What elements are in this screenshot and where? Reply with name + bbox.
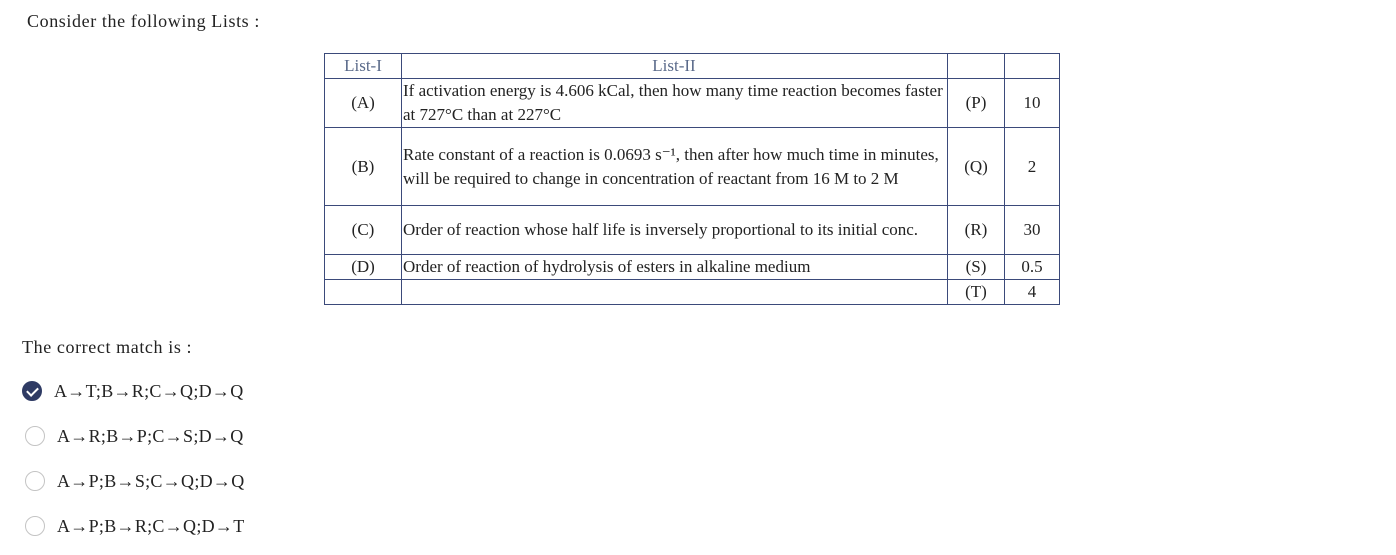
option-2[interactable] [22,422,244,450]
header-list-1: List-I [325,54,402,79]
table-row [325,206,1060,255]
list1-statement [402,280,948,305]
list2-value: 10 [1005,79,1060,128]
list2-label: (T) [948,280,1005,305]
list2-value: 0.5 [1005,255,1060,280]
list1-label [325,280,402,305]
question-text: Consider the following Lists : [27,11,260,31]
list2-label: (R) [948,206,1005,255]
table-row [325,79,1060,128]
list2-label: (S) [948,255,1005,280]
list2-value: 2 [1005,128,1060,206]
list1-statement: Order of reaction whose half life is inversely proportional to its initial conc. [402,206,948,255]
radio-circle-icon[interactable] [25,516,45,536]
list2-value: 30 [1005,206,1060,255]
header-list-2: List-II [402,54,948,79]
list2-label: (P) [948,79,1005,128]
option-4[interactable] [22,512,245,540]
list1-label: (D) [325,255,402,280]
header-blank-2 [1005,54,1060,79]
list1-label: (B) [325,128,402,206]
list1-statement: Order of reaction of hydrolysis of esters in alkaline medium [402,255,948,280]
radio-circle-icon[interactable] [25,426,45,446]
option-label: A→R;B→P;C→S;D→Q [57,425,244,446]
prompt-text: The correct match is : [22,337,193,357]
table-header-row [325,54,1060,79]
list1-label: (A) [325,79,402,128]
table-row [325,128,1060,206]
option-label: A→P;B→S;C→Q;D→Q [57,470,245,491]
option-1[interactable] [22,377,244,405]
option-label: A→T;B→R;C→Q;D→Q [54,380,244,401]
option-label: A→P;B→R;C→Q;D→T [57,515,245,536]
match-table [324,53,1060,305]
option-3[interactable] [22,467,245,495]
list1-statement: If activation energy is 4.606 kCal, then how many time reaction becomes faster at 727°C than at 227°C [402,79,948,128]
table-row [325,255,1060,280]
list1-label: (C) [325,206,402,255]
list1-statement: Rate constant of a reaction is 0.0693 s⁻¹, then after how much time in minutes, will be required to change in concentration of reactant from 16 M to 2 M [402,128,948,206]
list2-label: (Q) [948,128,1005,206]
header-blank-1 [948,54,1005,79]
table-row [325,280,1060,305]
list2-value: 4 [1005,280,1060,305]
radio-check-icon[interactable] [22,381,42,401]
radio-circle-icon[interactable] [25,471,45,491]
